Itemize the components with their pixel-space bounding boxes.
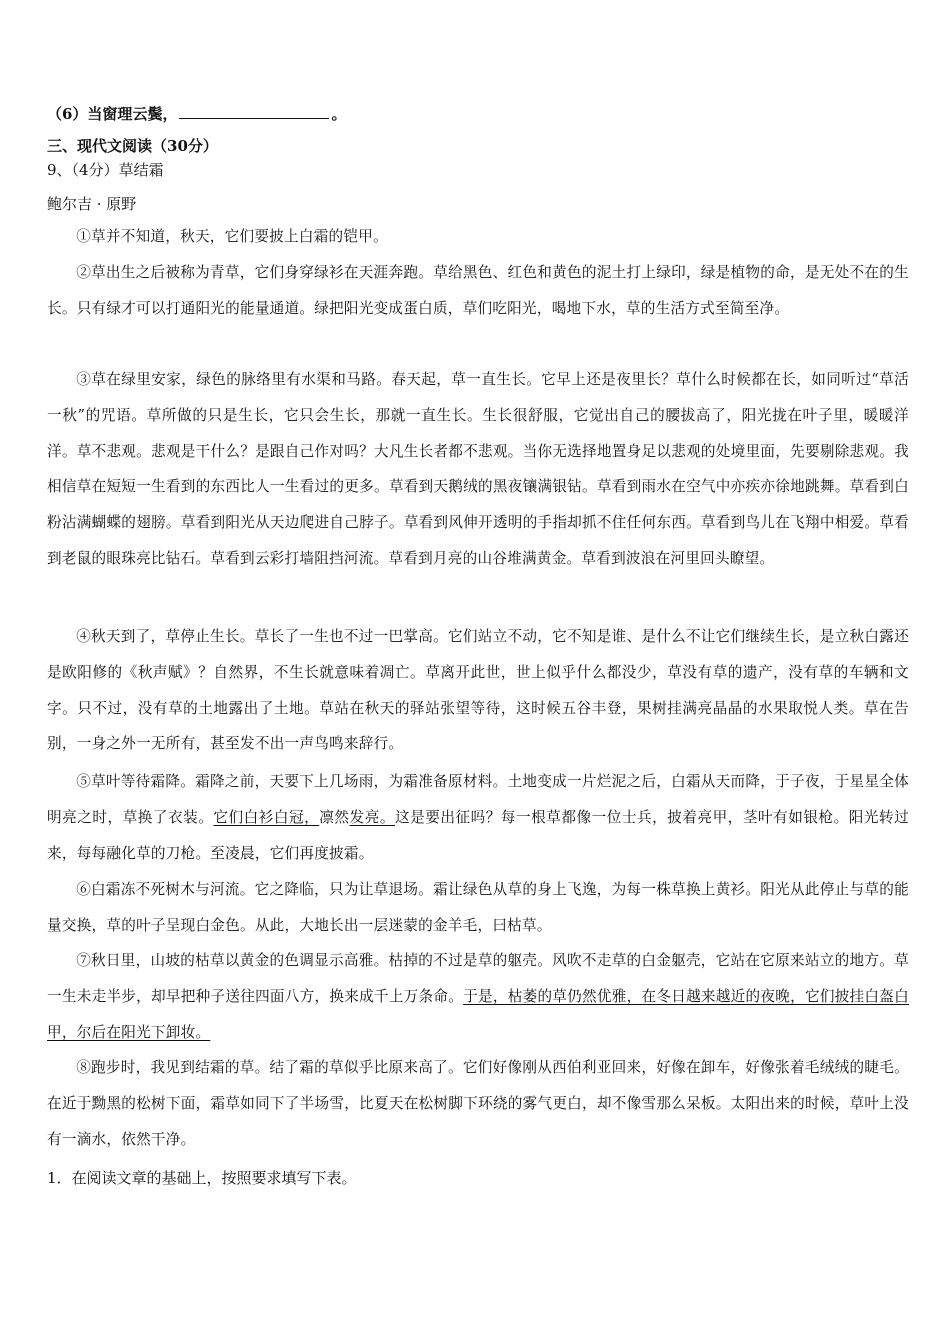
paragraph-1: ①草并不知道，秋天，它们要披上白霜的铠甲。 — [76, 228, 388, 245]
answer-blank[interactable] — [179, 102, 329, 119]
paragraph-8: ⑧跑步时，我见到结霜的草。结了霜的草似乎比原来高了。它们好像刚从西伯利亚回来，好像在卸车，好像张着毛绒绒的睫毛。在近于黝黑的松树下面，霜草如同下了半场雪，比夏天在松树脚下环绕的雾气更白，却不像雪那么呆板。太阳出来的时候，草叶上没有一滴水，依然干净。 — [47, 1059, 909, 1148]
question-6-prefix: （6）当窗理云鬓， — [47, 105, 178, 123]
paragraph-6: ⑥白霜冻不死树木与河流。它之降临，只为让草退场。霜让绿色从草的身上飞逸，为每一株草换上黄衫。阳光从此停止与草的能量交换，草的叶子呈现白金色。从此，大地长出一层迷蒙的金羊毛，曰枯草。 — [47, 881, 909, 934]
paragraph-5 — [47, 764, 909, 871]
paragraph-5-text-b: 这是要出征吗？每一根草都像一位士兵，披着亮甲，茎叶有如银枪。阳光转过来，每每融化草的刀枪。至凌晨，它们再度披霜。 — [47, 808, 909, 862]
paragraph-4: ④秋天到了，草停止生长。草长了一生也不过一巴掌高。它们站立不动，它不知是谁、是什么不让它们继续生长，是立秋白露还是欧阳修的《秋声赋》？自然界，不生长就意味着凋亡。草离开此世，世上似乎什么都没少，草没有草的遗产，没有草的车辆和文字。只不过，没有草的土地露出了土地。草站在秋天的驿站张望等待，这时候五谷丰登，果树挂满亮晶晶的水果取悦人类。草在告别，一身之外一无所有，甚至发不出一声鸟鸣来辞行。 — [47, 628, 909, 753]
paragraph-5-text-a: ⑤草叶等待霜降。霜降之前，天要下上几场雨，为霜准备原材料。土地变成一片烂泥之后，白霜从天而降，于子夜，于星星全体明亮之时，草换了衣装。 — [47, 773, 909, 826]
question-6 — [47, 102, 346, 125]
paragraph-7-text: ⑦秋日里，山坡的枯草以黄金的色调显示高雅。枯掉的不过是草的躯壳。风吹不走草的白金躯壳，它站在它原来站立的地方。草一生未走半步，却早把种子送往四面八方，换来成千上万条命。 — [47, 952, 909, 1005]
paragraph-2: ②草出生之后被称为青草，它们身穿绿衫在天涯奔跑。草给黑色、红色和黄色的泥土打上绿印，绿是植物的命，是无处不在的生长。只有绿才可以打通阳光的能量通道。绿把阳光变成蛋白质，草们吃阳光，喝地下水，草的生活方式至简至净。 — [47, 264, 909, 317]
underlined-sentence-3: 于是，枯萎的草仍然优雅，在冬日越来越近的夜晚，它们披挂白盔白甲，尔后在阳光下卸妆。 — [47, 987, 909, 1041]
underlined-sentence-2: 发亮。 — [349, 808, 395, 826]
question-9-title: 9、（4分）草结霜 — [47, 161, 164, 179]
question-6-suffix: 。 — [331, 105, 347, 123]
question-1: 1．在阅读文章的基础上，按照要求填写下表。 — [47, 1169, 357, 1187]
paragraph-7 — [47, 943, 909, 1050]
author-line: 鲍尔吉 · 原野 — [47, 195, 137, 213]
paragraph-5-text-mid: 凛然 — [319, 808, 350, 826]
paragraph-3: ③草在绿里安家，绿色的脉络里有水渠和马路。春天起，草一直生长。它早上还是夜里长？草什么时候都在长，如同听过“草活一秋”的咒语。草所做的只是生长，它只会生长，那就一直生长。生长很舒服，它觉出自己的腰拔高了，阳光拢在叶子里，暖暖洋洋。草不悲观。悲观是干什么？是跟自己作对吗？大凡生长者都不悲观。当你无选择地置身足以悲观的处境里面，先要剔除悲观。我相信草在短短一生看到的东西比人一生看过的更多。草看到天鹅绒的黑夜镶满银钻。草看到雨水在空气中亦疾亦徐地跳舞。草看到白粉沾满蝴蝶的翅膀。草看到阳光从天边爬进自己脖子。草看到风伸开透明的手指却抓不住任何东西。草看到鸟儿在飞翔中相爱。草看到老鼠的眼珠亮比钻石。草看到云彩打墙阻挡河流。草看到月亮的山谷堆满黄金。草看到波浪在河里回头瞭望。 — [47, 371, 909, 567]
section-title: 三、现代文阅读（30分） — [47, 137, 218, 155]
underlined-sentence-1: 它们白衫白冠， — [213, 808, 320, 826]
